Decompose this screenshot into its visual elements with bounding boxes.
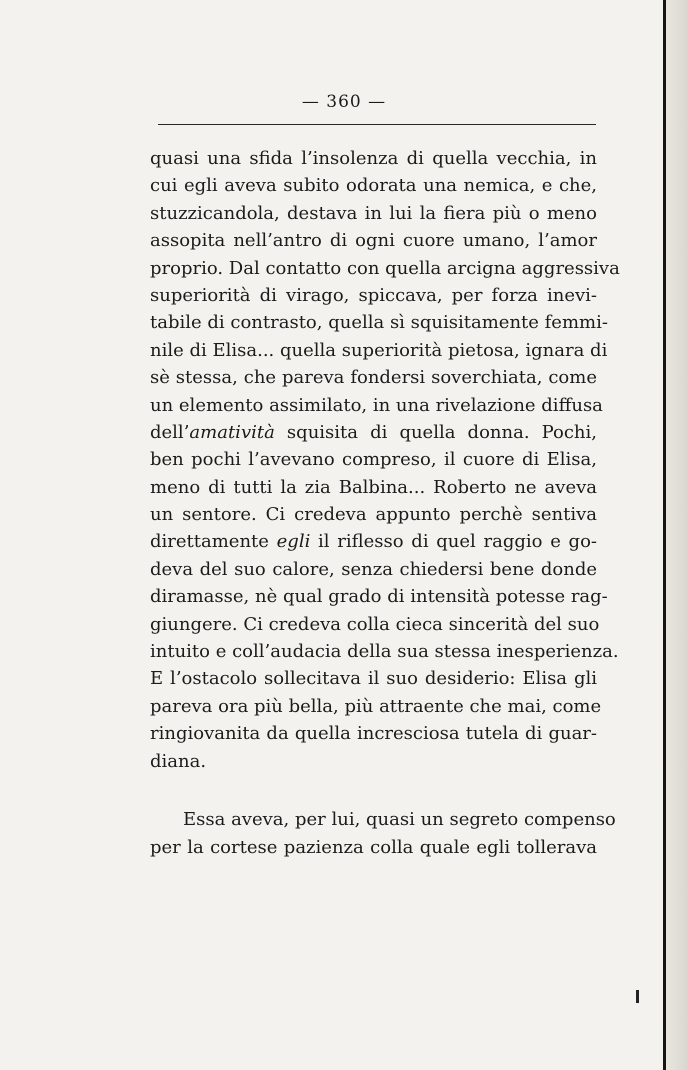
text-line: nile di Elisa... quella superiorità pietosa, ignara di — [150, 339, 608, 361]
text-line: stuzzicandola, destava in lui la fiera più o meno — [150, 202, 597, 224]
text-line — [150, 419, 597, 446]
text-span: direttamente — [150, 531, 277, 553]
body-text — [150, 145, 620, 861]
text-line: ringiovanita da quella incresciosa tutela di guar- — [150, 723, 597, 745]
text-line: intuito e coll’audacia della sua stessa inesperienza. — [150, 641, 619, 663]
text-line: tabile di contrasto, quella sì squisitamente femmi- — [150, 312, 608, 334]
text-line: giungere. Ci credeva colla cieca sincerità del suo — [150, 613, 600, 635]
text-span: dell’ — [150, 421, 190, 443]
paragraph-1 — [150, 145, 620, 802]
text-line: superiorità di virago, spiccava, per forza inevi- — [150, 284, 597, 306]
text-line — [150, 528, 597, 555]
text-line: proprio. Dal contatto con quella arcigna aggressiva — [150, 257, 620, 279]
text-line: deva del suo calore, senza chiedersi bene donde — [150, 558, 597, 580]
text-span: il riflesso di quel raggio e go- — [310, 531, 597, 553]
page-number: — 360 — — [301, 92, 387, 112]
italic-word: egli — [276, 531, 311, 553]
text-line: diramasse, nè qual grado di intensità potesse rag- — [150, 586, 608, 608]
page-edge — [663, 0, 666, 1070]
text-line: cui egli aveva subito odorata una nemica, e che, — [150, 175, 597, 197]
text-line: un elemento assimilato, in una rivelazione diffusa — [150, 394, 603, 416]
text-line: assopita nell’antro di ogni cuore umano, l’amor — [150, 230, 597, 252]
header-rule — [158, 124, 596, 125]
text-line: quasi una sfida l’insolenza di quella vecchia, in — [150, 148, 597, 169]
text-line: un sentore. Ci credeva appunto perchè sentiva — [150, 504, 597, 526]
text-line: pareva ora più bella, più attraente che mai, come — [150, 695, 602, 717]
text-line: per la cortese pazienza colla quale egli tollerava — [150, 836, 597, 858]
paragraph-2 — [150, 806, 616, 861]
text-span: squisita di quella donna. Pochi, — [274, 421, 597, 443]
page-edge-shadow — [666, 0, 688, 1070]
italic-word: amatività — [189, 421, 275, 443]
text-line: E l’ostacolo sollecitava il suo desiderio: Elisa gli — [150, 668, 597, 690]
text-line: meno di tutti la zia Balbina... Roberto ne aveva — [150, 476, 597, 498]
text-line — [150, 775, 597, 802]
text-line: ben pochi l’avevano compreso, il cuore di Elisa, — [150, 449, 597, 471]
text-line: Essa aveva, per lui, quasi un segreto compenso — [183, 809, 616, 831]
text-line: diana. — [150, 750, 207, 772]
ink-mark — [636, 990, 639, 1003]
text-line: sè stessa, che pareva fondersi soverchiata, come — [150, 367, 597, 389]
